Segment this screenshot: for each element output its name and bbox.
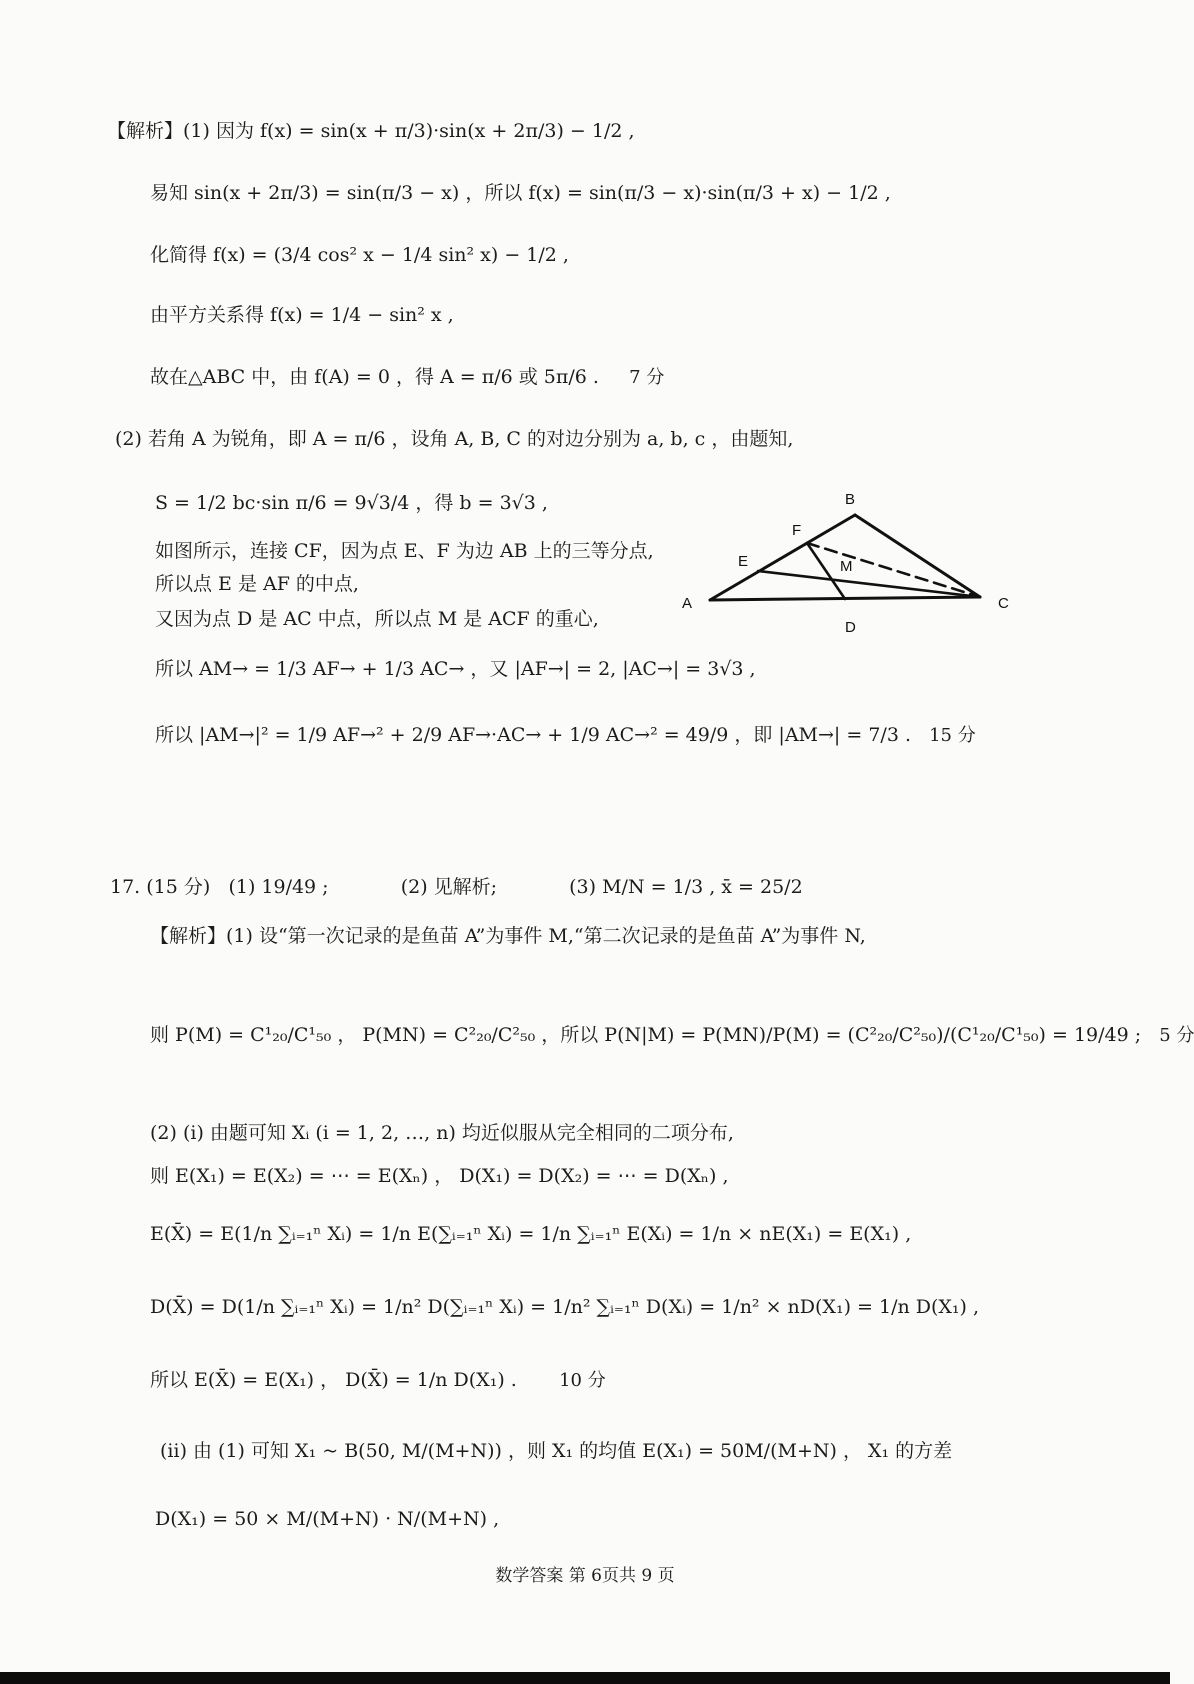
q17-answer-3: (3) M/N = 1/3 , x̄ = 25/2: [569, 876, 803, 898]
page-footer: 数学答案 第 6页共 9 页: [495, 1566, 675, 1586]
score-15: 15 分: [929, 725, 976, 746]
bottom-edge-band: [0, 1672, 1170, 1684]
q17-header: [110, 876, 803, 899]
p1-line2: 易知 sin(x + 2π/3) = sin(π/3 − x) ，所以 f(x) = sin(π/3 − x)·sin(π/3 + x) − 1/2 ,: [150, 182, 891, 204]
segment-fc-dashed: [807, 543, 980, 597]
point-label-e: E: [738, 553, 749, 570]
p1-line4: 由平方关系得 f(x) = 1/4 − sin² x ,: [150, 304, 454, 326]
p2-line7: 所以 |AM→|² = 1/9 AF→² + 2/9 AF→·AC→ + 1/9 AC→² = 49/9 ，即 |AM→| = 7/3 . 15 分: [155, 724, 976, 746]
q17-answer-1: (1) 19/49 ;: [228, 876, 329, 898]
p1-line1: 【解析】(1) 因为 f(x) = sin(x + π/3)·sin(x + 2π/3) − 1/2 ,: [107, 120, 635, 142]
q17-answer-2: (2) 见解析;: [400, 876, 498, 898]
q17-line9: D(X₁) = 50 × M/(M+N) · N/(M+N) ,: [155, 1508, 500, 1530]
q17-line1: 【解析】(1) 设“第一次记录的是鱼苗 A”为事件 M,“第二次记录的是鱼苗 A”为事件 N,: [150, 925, 866, 947]
p2-line3: 如图所示，连接 CF，因为点 E、F 为边 AB 上的三等分点,: [155, 540, 654, 562]
point-label-c: C: [998, 595, 1009, 612]
q17-line8: (ⅱ) 由 (1) 可知 X₁ ~ B(50, M/(M+N)) ，则 X₁ 的均值 E(X₁) = 50M/(M+N) ， X₁ 的方差: [160, 1440, 953, 1462]
q17-line2: 则 P(M) = C¹₂₀/C¹₅₀ ， P(MN) = C²₂₀/C²₅₀ ，所以 P(N|M) = P(MN)/P(M) = (C²₂₀/C²₅₀)/(C¹₂₀/C¹₅₀) = 19/49 ; 5 分: [150, 1024, 1194, 1046]
p2-line6: 所以 AM→ = 1/3 AF→ + 1/3 AC→ ，又 |AF→| = 2, |AC→| = 3√3 ,: [155, 658, 756, 680]
p2-line2: S = 1/2 bc·sin π/6 = 9√3/4 ，得 b = 3√3 ,: [155, 492, 548, 514]
p2-line5: 又因为点 D 是 AC 中点，所以点 M 是 ACF 的重心,: [155, 608, 599, 630]
q17-line4: 则 E(X₁) = E(X₂) = ⋯ = E(Xₙ) ， D(X₁) = D(X₂) = ⋯ = D(Xₙ) ,: [150, 1165, 729, 1187]
point-label-f: F: [792, 522, 802, 539]
point-label-m: M: [840, 558, 853, 575]
score-10: 10 分: [559, 1370, 606, 1391]
score-5: 5 分: [1159, 1025, 1194, 1046]
point-label-a: A: [682, 595, 693, 612]
p1-line3: 化简得 f(x) = (3/4 cos² x − 1/4 sin² x) − 1/2 ,: [150, 244, 569, 266]
p2-line4: 所以点 E 是 AF 的中点,: [155, 573, 359, 595]
segment-ab: [710, 515, 855, 600]
q17-line7: 所以 E(X̄) = E(X₁) ， D(X̄) = 1/n D(X₁) . 10 分: [150, 1369, 606, 1391]
triangle-figure: [682, 480, 1100, 650]
score-7: 7 分: [629, 367, 665, 388]
q17-line3: (2) (i) 由题可知 Xᵢ (i = 1, 2, …, n) 均近似服从完全相同的二项分布,: [150, 1122, 734, 1144]
point-label-d: D: [845, 619, 856, 636]
q17-line6: D(X̄) = D(1/n ∑ᵢ₌₁ⁿ Xᵢ) = 1/n² D(∑ᵢ₌₁ⁿ Xᵢ) = 1/n² ∑ᵢ₌₁ⁿ D(Xᵢ) = 1/n² × nD(X₁) = 1/n D(X₁) ,: [150, 1296, 980, 1318]
point-label-b: B: [845, 491, 856, 508]
q17-title: 17. (15 分): [110, 876, 211, 898]
p2-line1: (2) 若角 A 为锐角，即 A = π/6 ，设角 A, B, C 的对边分别为 a, b, c ，由题知,: [115, 428, 794, 450]
q17-line5: E(X̄) = E(1/n ∑ᵢ₌₁ⁿ Xᵢ) = 1/n E(∑ᵢ₌₁ⁿ Xᵢ) = 1/n ∑ᵢ₌₁ⁿ E(Xᵢ) = 1/n × nE(X₁) = E(X₁) ,: [150, 1223, 912, 1245]
p1-line5: 故在△ABC 中，由 f(A) = 0 ，得 A = π/6 或 5π/6 . 7 分: [150, 366, 665, 388]
